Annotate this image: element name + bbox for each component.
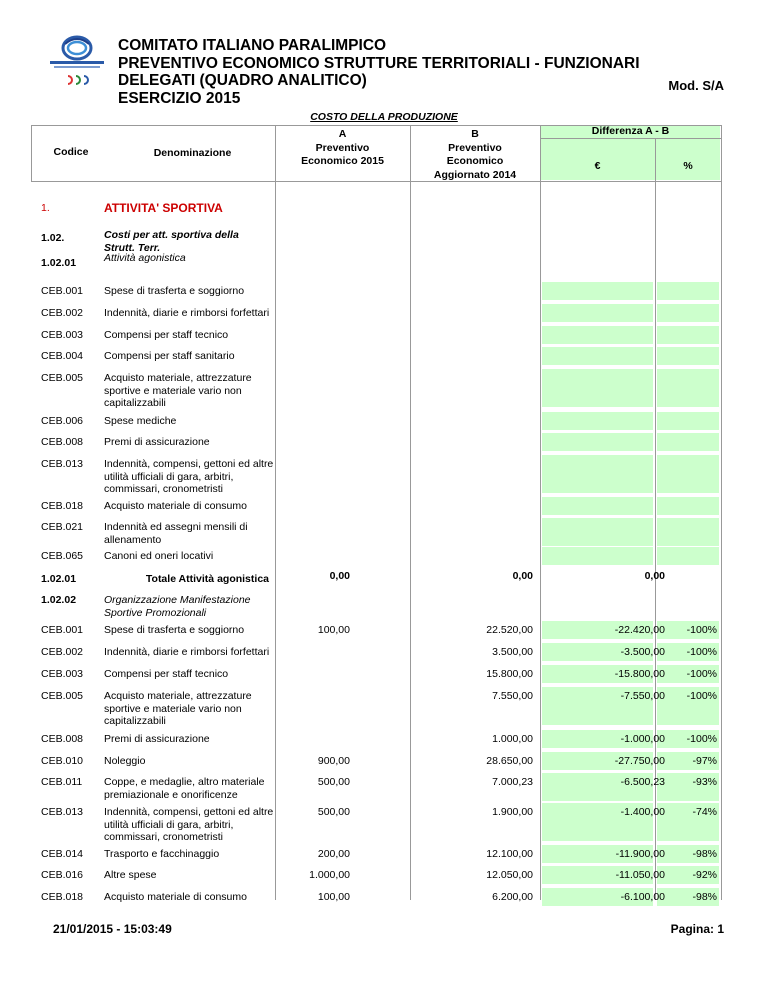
diff-pct: -100% xyxy=(686,646,717,658)
row-description: ATTIVITA' SPORTIVA xyxy=(104,201,223,215)
value-b: 7.550,00 xyxy=(492,690,533,702)
row-code: CEB.001 xyxy=(41,285,84,297)
row-description: Compensi per staff tecnico xyxy=(104,329,229,341)
row-code: CEB.003 xyxy=(41,668,84,680)
row-description: Spese di trasferta e soggiorno xyxy=(104,624,245,636)
row-description: Acquisto materiale, attrezzature sportive e materiale vario non capitalizzabili xyxy=(104,690,252,727)
value-a: 100,00 xyxy=(317,624,350,636)
diff-euro: -1.000,00 xyxy=(620,733,665,745)
value-a: 200,00 xyxy=(317,848,350,860)
header-codice: Codice xyxy=(53,146,89,158)
row-code: CEB.010 xyxy=(41,755,84,767)
diff-pct-cell-bg xyxy=(657,433,719,451)
header-denominazione: Denominazione xyxy=(153,147,232,159)
row-code: 1.02. xyxy=(41,232,65,244)
row-description: Indennità, compensi, gettoni ed altre utilità ufficiali di gara, arbitri, commissari, cronometristi xyxy=(104,458,274,495)
row-description: Costi per att. sportiva della Strutt. Terr. xyxy=(104,229,239,254)
footer-page: Pagina: 1 xyxy=(670,922,724,936)
row-description: Altre spese xyxy=(104,869,157,881)
diff-euro: -11.050,00 xyxy=(615,869,665,881)
diff-euro-cell-bg xyxy=(542,282,653,300)
col-b-line: Aggiornato 2014 xyxy=(433,168,517,181)
title-line: PREVENTIVO ECONOMICO STRUTTURE TERRITORIALI - FUNZIONARI xyxy=(118,54,640,72)
diff-euro-cell-bg xyxy=(542,347,653,365)
row-code: CEB.014 xyxy=(41,848,84,860)
row-description: Compensi per staff sanitario xyxy=(104,350,235,362)
row-code: CEB.008 xyxy=(41,436,84,448)
diff-pct-cell-bg xyxy=(657,326,719,344)
header-pct: % xyxy=(683,160,693,172)
value-a: 500,00 xyxy=(317,806,350,818)
row-description: Totale Attività agonistica xyxy=(145,573,269,585)
value-b: 1.000,00 xyxy=(492,733,533,745)
diff-pct: -100% xyxy=(686,690,717,702)
row-code: CEB.002 xyxy=(41,307,84,319)
row-code: CEB.011 xyxy=(41,776,83,788)
col-a-line: Preventivo xyxy=(315,141,370,154)
header-diff: Differenza A - B xyxy=(591,125,670,137)
diff-pct: -93% xyxy=(692,776,717,788)
row-description: Spese mediche xyxy=(104,415,177,427)
diff-euro-cell-bg xyxy=(542,433,653,451)
row-code: CEB.013 xyxy=(41,458,84,470)
diff-euro: 0,00 xyxy=(644,570,665,582)
diff-pct: -98% xyxy=(692,848,717,860)
value-a: 500,00 xyxy=(317,776,350,788)
title-line: DELEGATI (QUADRO ANALITICO) xyxy=(118,72,367,89)
diff-pct-cell-bg xyxy=(657,455,719,493)
col-a-line: Economico 2015 xyxy=(301,155,384,167)
value-a: 1.000,00 xyxy=(309,869,350,881)
row-code: 1.02.02 xyxy=(41,594,77,606)
row-code: CEB.008 xyxy=(41,733,84,745)
header-col-b xyxy=(410,128,540,182)
diff-pct-cell-bg xyxy=(657,412,719,430)
diff-pct-cell-bg xyxy=(657,547,719,565)
row-code: 1.02.01 xyxy=(41,257,77,269)
row-description: Canoni ed oneri locativi xyxy=(104,550,214,562)
row-code: CEB.018 xyxy=(41,891,84,903)
diff-euro-cell-bg xyxy=(542,497,653,515)
row-code: 1. xyxy=(41,202,50,214)
diff-euro: -27.750,00 xyxy=(614,755,665,767)
value-b: 22.520,00 xyxy=(486,624,533,636)
value-a: 100,00 xyxy=(317,891,350,903)
value-b: 6.200,00 xyxy=(492,891,533,903)
row-description: Acquisto materiale di consumo xyxy=(104,891,247,903)
value-b: 1.900,00 xyxy=(492,806,533,818)
title-line: COMITATO ITALIANO PARALIMPICO xyxy=(118,37,387,54)
diff-pct-cell-bg xyxy=(657,518,719,546)
row-description: Spese di trasferta e soggiorno xyxy=(104,285,245,297)
row-description: Trasporto e facchinaggio xyxy=(104,848,220,860)
value-b: 7.000,23 xyxy=(492,776,533,788)
diff-euro-cell-bg xyxy=(542,547,653,565)
row-description: Attività agonistica xyxy=(104,252,186,264)
diff-pct: -98% xyxy=(692,891,717,903)
row-code: CEB.016 xyxy=(41,869,84,881)
diff-pct-cell-bg xyxy=(657,497,719,515)
row-description: Coppe, e medaglie, altro materiale premiazionale e onorificenze xyxy=(104,776,265,801)
cip-logo xyxy=(48,32,106,94)
footer-timestamp: 21/01/2015 - 15:03:49 xyxy=(53,922,172,936)
diff-euro: -6.100,00 xyxy=(620,891,665,903)
row-code: CEB.018 xyxy=(41,500,84,512)
diff-pct-cell-bg xyxy=(657,282,719,300)
row-description: Organizzazione Manifestazione Sportive Promozionali xyxy=(104,594,251,619)
col-a-letter: A xyxy=(338,128,347,140)
col-b-line: Preventivo xyxy=(448,141,502,154)
header-euro: € xyxy=(594,160,601,172)
diff-euro: -15.800,00 xyxy=(614,668,665,680)
title-line: ESERCIZIO 2015 xyxy=(118,89,241,107)
row-code: CEB.003 xyxy=(41,329,84,341)
diff-pct: -100% xyxy=(686,668,717,680)
value-b: 3.500,00 xyxy=(492,646,533,658)
row-code: CEB.005 xyxy=(41,372,84,384)
diff-euro-cell-bg xyxy=(542,412,653,430)
value-b: 0,00 xyxy=(512,570,533,582)
diff-euro: -6.500,23 xyxy=(620,776,665,788)
row-description: Acquisto materiale di consumo xyxy=(104,500,247,512)
diff-pct-cell-bg xyxy=(657,347,719,365)
row-code: CEB.013 xyxy=(41,806,84,818)
value-b: 15.800,00 xyxy=(486,668,533,680)
row-description: Acquisto materiale, attrezzature sportive e materiale vario non capitalizzabili xyxy=(104,372,252,409)
diff-euro: -11.900,00 xyxy=(615,848,665,860)
row-code: CEB.021 xyxy=(41,521,84,533)
row-code: 1.02.01 xyxy=(41,573,77,585)
diff-pct: -74% xyxy=(692,806,717,818)
row-description: Premi di assicurazione xyxy=(104,436,210,448)
report-title xyxy=(118,37,640,107)
diff-euro: -1.400,00 xyxy=(620,806,665,818)
diff-euro-cell-bg xyxy=(542,326,653,344)
col-b-line: Economico xyxy=(446,155,504,167)
diff-pct: -97% xyxy=(692,755,717,767)
diff-euro: -22.420,00 xyxy=(614,624,665,636)
col-b-letter: B xyxy=(471,128,479,140)
header-col-a xyxy=(275,128,410,169)
row-description: Indennità, diarie e rimborsi forfettari xyxy=(104,307,270,319)
diff-pct: -100% xyxy=(686,624,717,636)
diff-pct: -92% xyxy=(692,869,717,881)
diff-euro-cell-bg xyxy=(542,369,653,407)
row-description: Indennità, diarie e rimborsi forfettari xyxy=(104,646,270,658)
row-description: Indennità, compensi, gettoni ed altre utilità ufficiali di gara, arbitri, commissari, cronometristi xyxy=(104,806,274,843)
diff-euro-cell-bg xyxy=(542,455,653,493)
row-description: Compensi per staff tecnico xyxy=(104,668,229,680)
value-b: 12.100,00 xyxy=(486,848,533,860)
model-code: Mod. S/A xyxy=(668,78,724,93)
row-code: CEB.006 xyxy=(41,415,84,427)
row-description: Noleggio xyxy=(104,755,146,767)
row-code: CEB.001 xyxy=(41,624,84,636)
diff-euro: -7.550,00 xyxy=(620,690,665,702)
row-code: CEB.004 xyxy=(41,350,84,362)
diff-euro: -3.500,00 xyxy=(620,646,665,658)
row-code: CEB.005 xyxy=(41,690,84,702)
section-title: COSTO DELLA PRODUZIONE xyxy=(310,111,458,123)
diff-euro-cell-bg xyxy=(542,304,653,322)
row-code: CEB.002 xyxy=(41,646,84,658)
value-a: 0,00 xyxy=(329,570,350,582)
diff-pct-cell-bg xyxy=(657,369,719,407)
value-b: 12.050,00 xyxy=(486,869,533,881)
diff-pct: -100% xyxy=(686,733,717,745)
value-b: 28.650,00 xyxy=(486,755,533,767)
value-a: 900,00 xyxy=(317,755,350,767)
row-code: CEB.065 xyxy=(41,550,84,562)
row-description: Indennità ed assegni mensili di allenamento xyxy=(104,521,248,546)
row-description: Premi di assicurazione xyxy=(104,733,210,745)
diff-pct-cell-bg xyxy=(657,304,719,322)
diff-euro-cell-bg xyxy=(542,518,653,546)
